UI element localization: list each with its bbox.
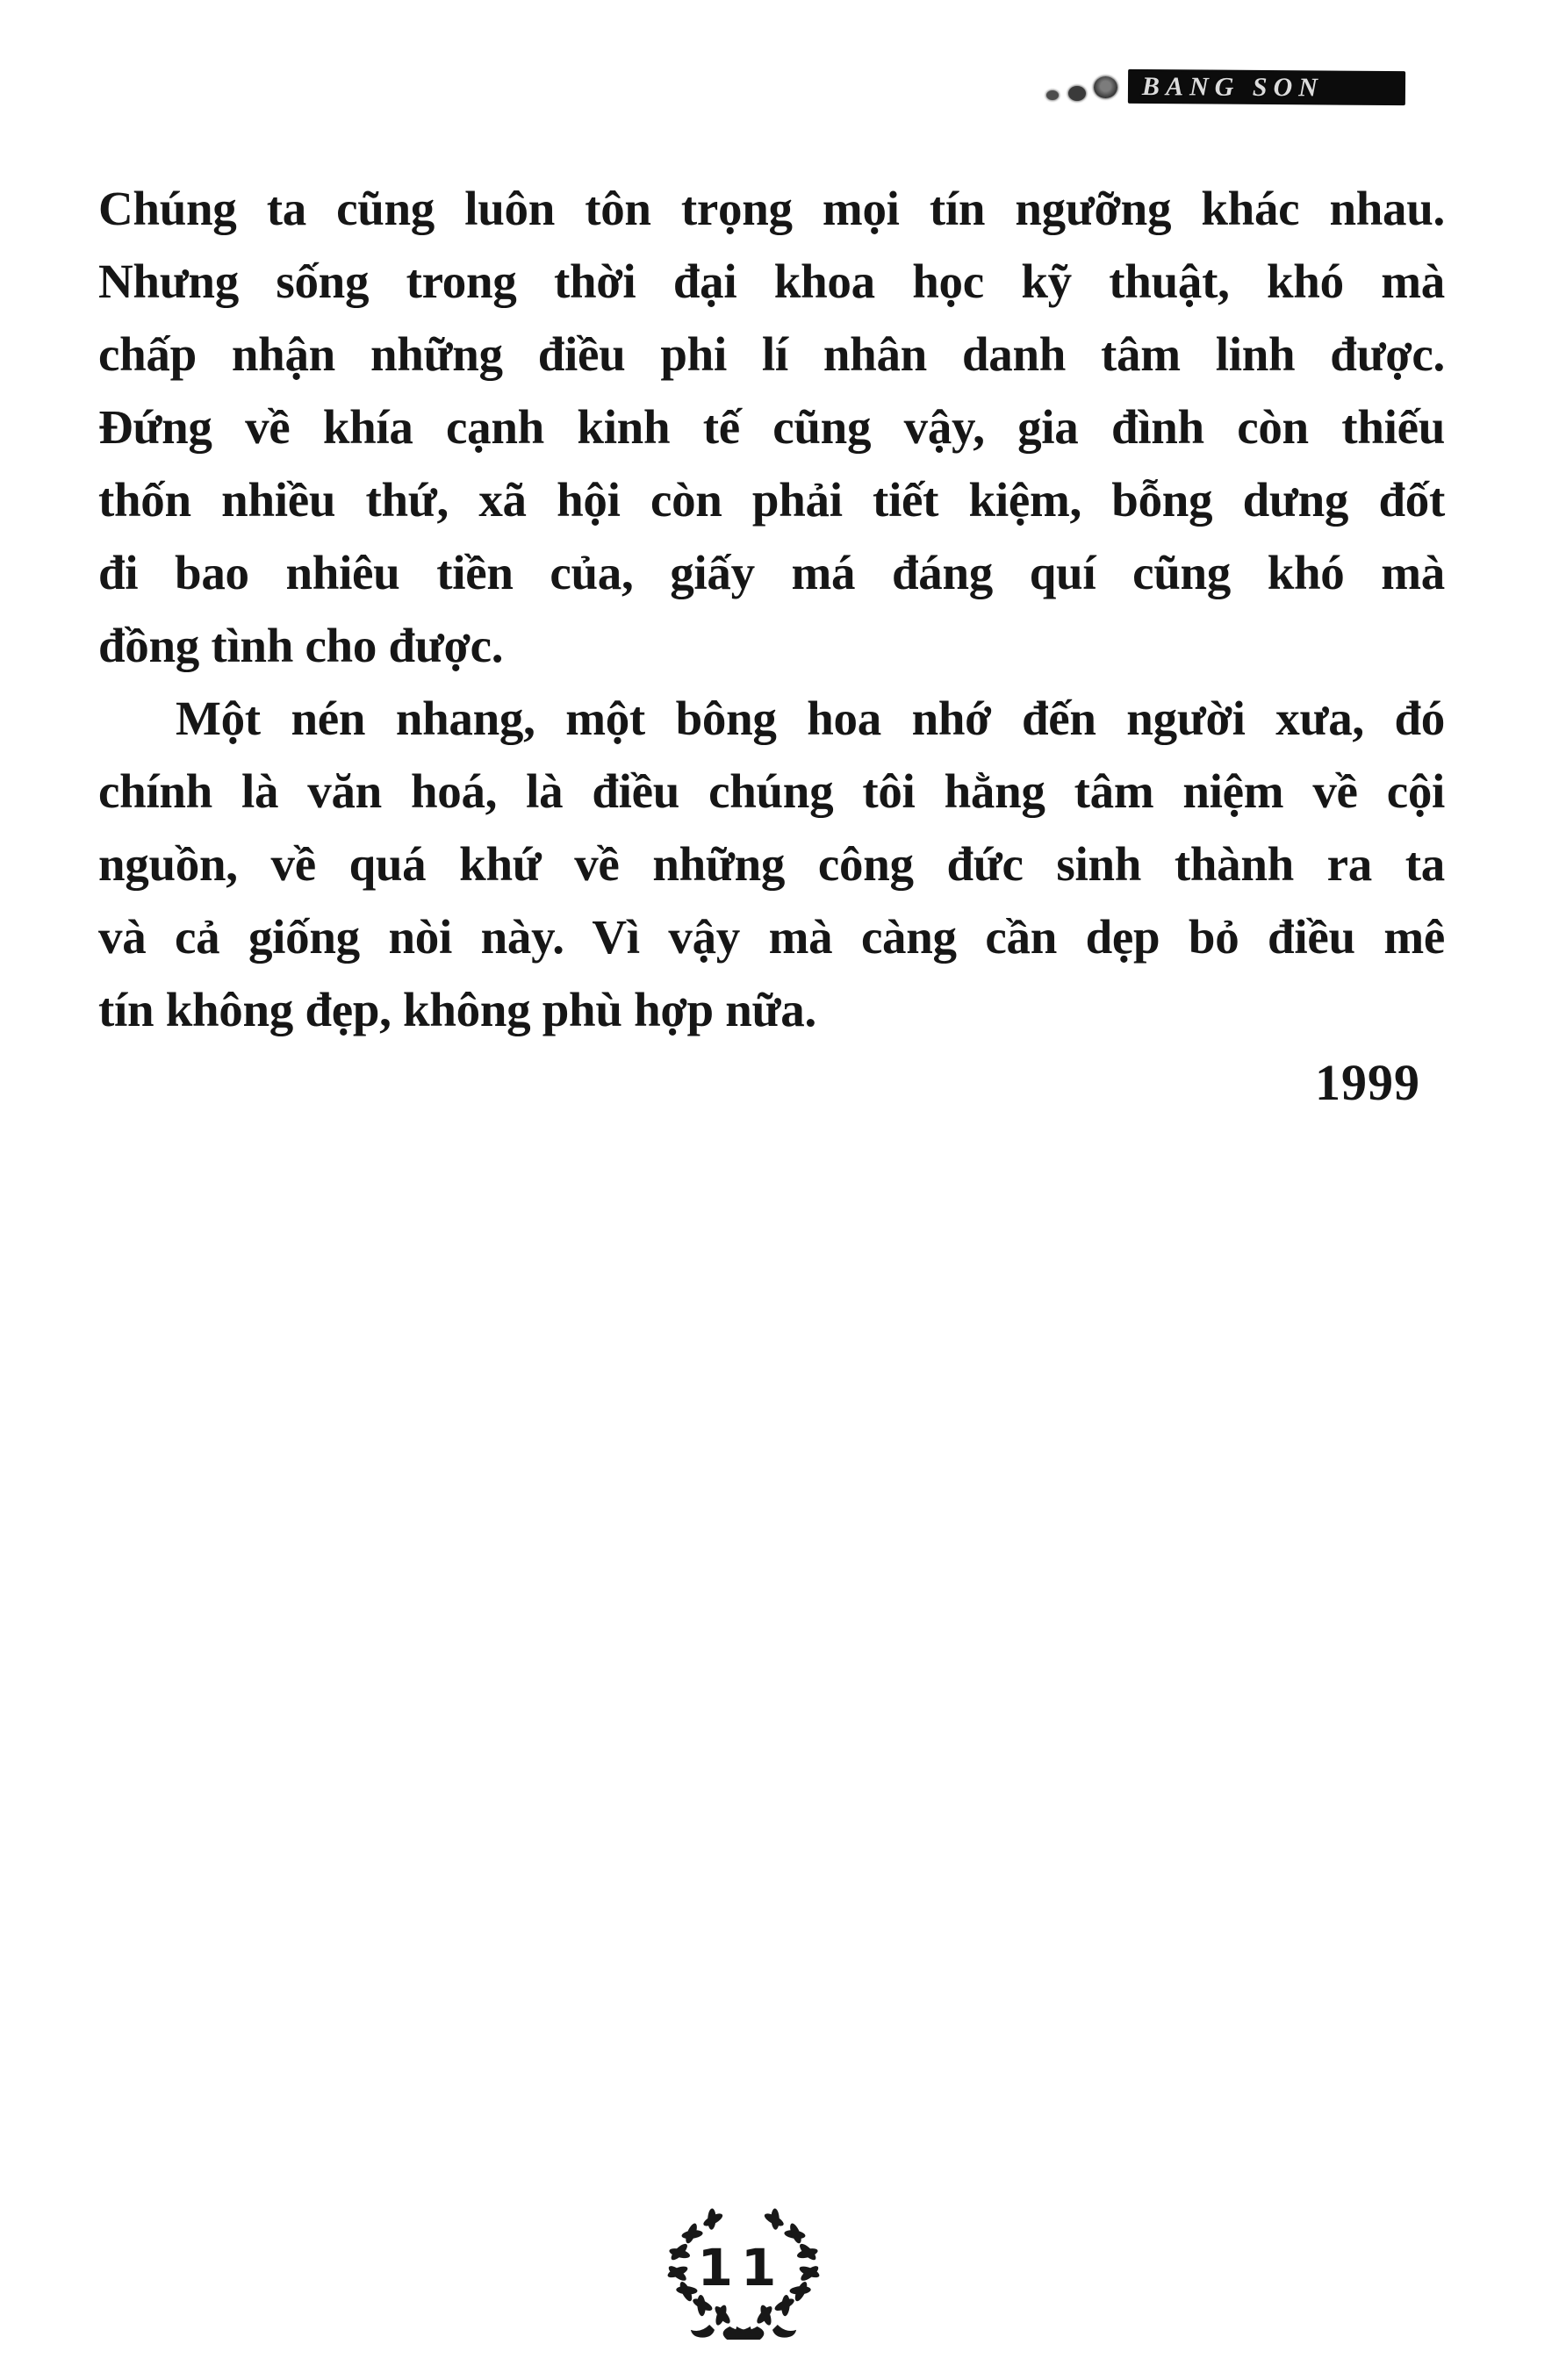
text-line: tín không đẹp, không phù hợp nữa. xyxy=(98,983,816,1036)
text-line: Đứng về khía cạnh kinh tế cũng vậy, gia đình còn thiếu xyxy=(98,400,1445,454)
year-label: 1999 xyxy=(1315,1054,1420,1111)
page-footer xyxy=(658,2199,829,2340)
text-line: và cả giống nòi này. Vì vậy mà càng cần dẹp bỏ điều mê xyxy=(98,910,1445,964)
text-line: đồng tình cho được. xyxy=(98,619,504,672)
page-number: 11 xyxy=(697,2238,785,2298)
text-line: chính là văn hoá, là điều chúng tôi hằng tâm niệm về cội xyxy=(98,764,1445,818)
text-line: chấp nhận những điều phi lí nhân danh tâm linh được. xyxy=(98,327,1445,381)
header-dot-small-icon xyxy=(1046,90,1059,100)
body-text xyxy=(98,172,1445,1119)
text-line: Chúng ta cũng luôn tôn trọng mọi tín ngưỡng khác nhau. xyxy=(98,182,1445,235)
author-name: BANG SON xyxy=(1141,71,1324,102)
header-dot-large-icon xyxy=(1094,76,1117,98)
header-dot-medium-icon xyxy=(1068,86,1086,101)
text-line: nguồn, về quá khứ về những công đức sinh thành ra ta xyxy=(98,837,1445,891)
text-line: thốn nhiều thứ, xã hội còn phải tiết kiệm, bỗng dưng đốt xyxy=(98,473,1445,527)
text-line: Một nén nhang, một bông hoa nhớ đến người xưa, đó xyxy=(176,692,1445,745)
text-line: đi bao nhiêu tiền của, giấy má đáng quí cũng khó mà xyxy=(98,546,1445,599)
text-line: Nhưng sống trong thời đại khoa học kỹ thuật, khó mà xyxy=(98,254,1445,308)
author-header-bar xyxy=(1128,69,1405,105)
